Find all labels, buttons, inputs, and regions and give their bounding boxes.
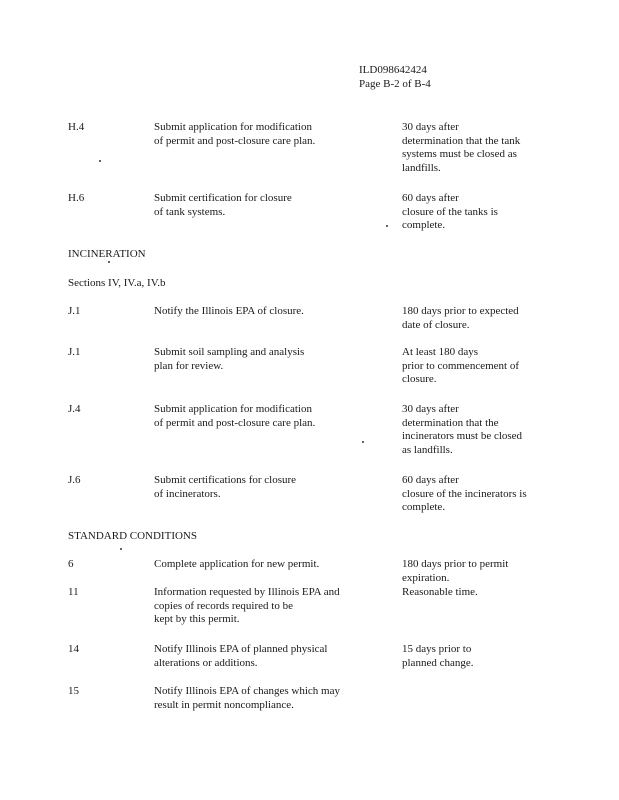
condition-id: H.4 — [68, 121, 85, 133]
condition-id: J.4 — [68, 403, 81, 415]
condition-action: Complete application for new permit. — [154, 558, 320, 570]
condition-action: Submit application for modification of permit and post-closure care plan. — [154, 121, 316, 147]
condition-deadline: At least 180 days prior to commencement of closure. — [402, 346, 519, 385]
condition-deadline: 180 days prior to permit expiration. — [402, 558, 509, 584]
condition-id: J.1 — [68, 346, 81, 358]
condition-id: J.1 — [68, 305, 81, 317]
condition-id: H.6 — [68, 192, 85, 204]
condition-id: J.6 — [68, 474, 81, 486]
scan-speck — [108, 261, 110, 263]
condition-action: Submit certifications for closure of incinerators. — [154, 474, 297, 500]
condition-action: Information requested by Illinois EPA and copies of records required to be kept by this permit. — [154, 586, 340, 625]
condition-action: Submit application for modification of permit and post-closure care plan. — [154, 403, 316, 429]
scan-speck — [386, 225, 388, 227]
condition-action: Notify Illinois EPA of planned physical alterations or additions. — [154, 643, 328, 669]
section-heading-incineration: INCINERATION — [68, 248, 146, 260]
scan-speck — [362, 441, 364, 443]
condition-deadline: 30 days after determination that the incinerators must be closed as landfills. — [402, 403, 523, 456]
condition-id: 15 — [68, 685, 79, 697]
condition-action: Submit soil sampling and analysis plan for review. — [154, 346, 305, 372]
condition-deadline: Reasonable time. — [402, 586, 478, 598]
page-number: Page B-2 of B-4 — [359, 78, 431, 90]
condition-action: Notify Illinois EPA of changes which may result in permit noncompliance. — [154, 685, 340, 711]
condition-deadline: 180 days prior to expected date of closure. — [402, 305, 519, 331]
condition-id: 6 — [68, 558, 74, 570]
condition-deadline: 60 days after closure of the tanks is complete. — [402, 192, 498, 231]
condition-action: Notify the Illinois EPA of closure. — [154, 305, 304, 317]
condition-action: Submit certification for closure of tank systems. — [154, 192, 292, 218]
condition-deadline: 30 days after determination that the tank systems must be closed as landfills. — [402, 121, 521, 174]
condition-id: 11 — [68, 586, 79, 598]
scan-speck — [99, 160, 101, 162]
section-subheading: Sections IV, IV.a, IV.b — [68, 277, 166, 289]
condition-id: 14 — [68, 643, 79, 655]
document-id: ILD098642424 — [359, 64, 427, 76]
condition-deadline: 60 days after closure of the incinerators is complete. — [402, 474, 527, 513]
condition-deadline: 15 days prior to planned change. — [402, 643, 474, 669]
section-heading-standard-conditions: STANDARD CONDITIONS — [68, 530, 197, 542]
scan-speck — [120, 548, 122, 550]
